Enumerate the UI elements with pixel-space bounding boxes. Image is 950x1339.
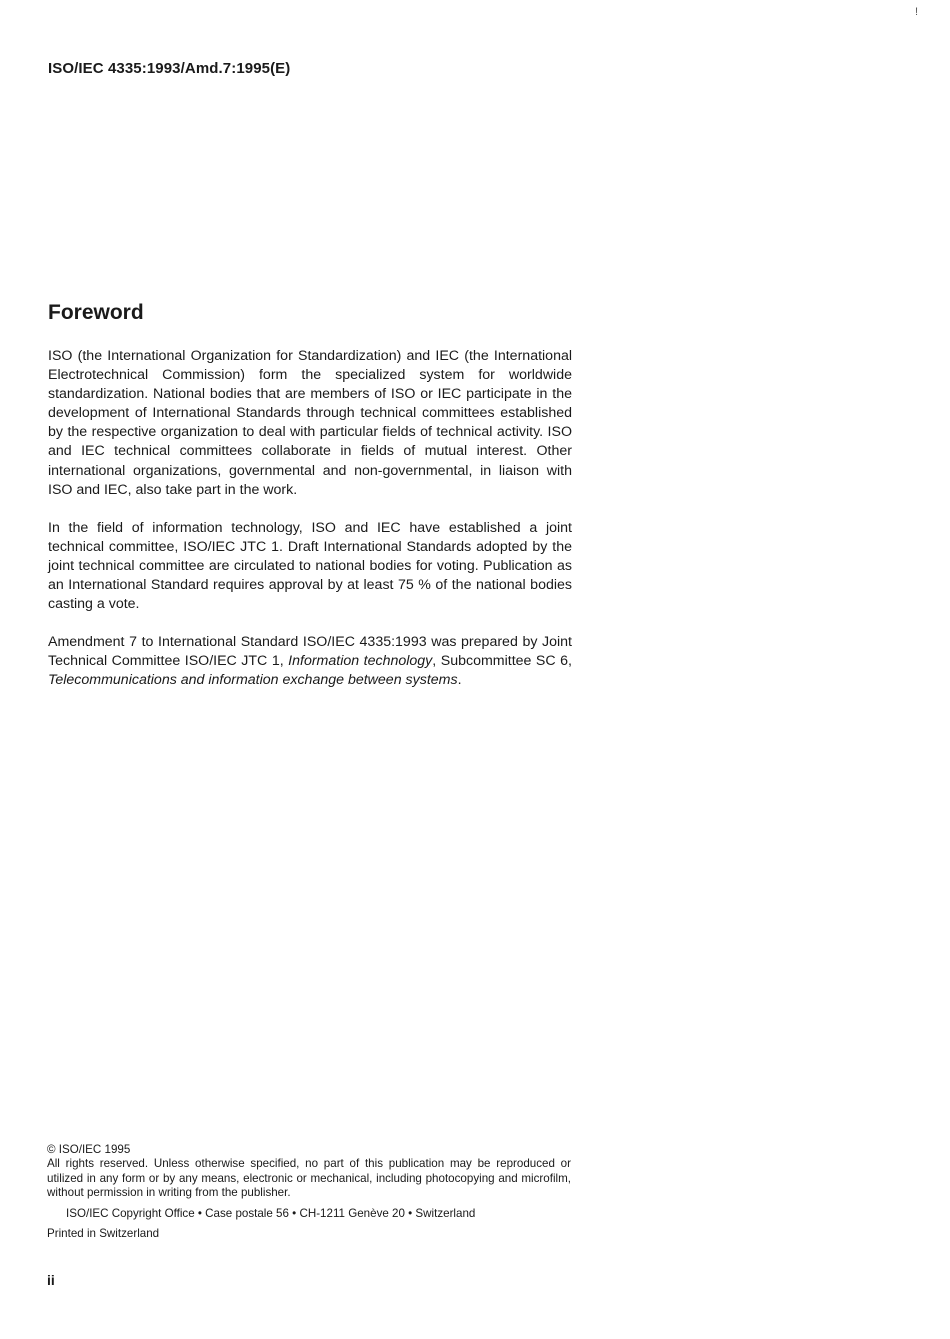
foreword-paragraph-3 <box>48 633 572 690</box>
committee-title: Information technology <box>288 653 433 670</box>
document-designation: ISO/IEC 4335:1993/Amd.7:1995(E) <box>48 60 291 77</box>
foreword-paragraph-2: In the field of information technology, ISO and IEC have established a joint technical committee, ISO/IEC JTC 1. Draft International Standards adopted by the joint technical committee are circulated to national bodies for voting. Publication as an International Standard requires approval by at least 75 % of the national bodies casting a vote. <box>48 519 572 613</box>
foreword-body <box>48 347 572 710</box>
copyright-block <box>47 1143 571 1241</box>
page-number: ii <box>47 1272 55 1288</box>
paragraph-3-mid: , Subcommittee SC 6, <box>432 653 572 670</box>
copyright-office-address: ISO/IEC Copyright Office • Case postale 56 • CH-1211 Genève 20 • Switzerland <box>66 1206 476 1220</box>
rights-statement: All rights reserved. Unless otherwise specified, no part of this publication may be reproduced or utilized in any form or by any means, electronic or mechanical, including photocopying and microfilm, without permission in writing from the publisher. <box>47 1157 571 1200</box>
scan-artifact-mark: ! <box>915 6 919 18</box>
foreword-heading: Foreword <box>48 301 144 324</box>
paragraph-3-prefix: Amendment 7 to International Standard ISO/IEC 4335:1993 was prepared by Joint Technical Committee ISO/IEC JTC 1, <box>48 634 572 670</box>
subcommittee-title: Telecommunications and information exchange between systems <box>48 672 458 689</box>
copyright-notice: © ISO/IEC 1995 <box>47 1143 131 1156</box>
foreword-paragraph-1: ISO (the International Organization for Standardization) and IEC (the International Electrotechnical Commission) form the specialized system for worldwide standardization. National bodies that are members of ISO or IEC participate in the development of International Standards through technical committees established by the respective organization to deal with particular fields of technical activity. ISO and IEC technical committees collaborate in fields of mutual interest. Other international organizations, governmental and non-governmental, in liaison with ISO and IEC, also take part in the work. <box>48 348 572 498</box>
printed-in: Printed in Switzerland <box>47 1227 160 1241</box>
paragraph-3-suffix: . <box>457 672 462 689</box>
